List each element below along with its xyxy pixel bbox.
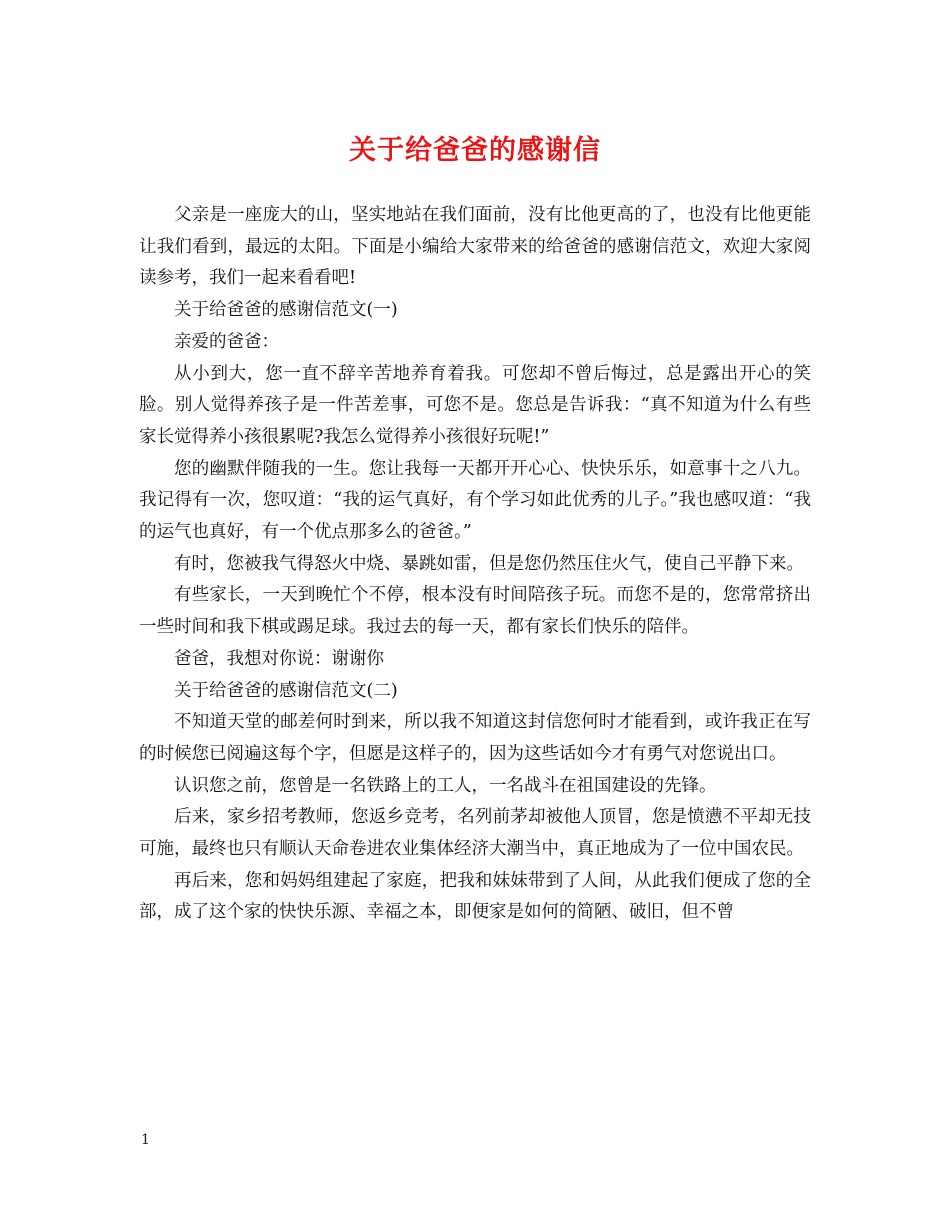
page-number: 1 <box>141 1132 150 1148</box>
letter-salutation: 亲爱的爸爸： <box>174 331 279 352</box>
section-heading-2: 关于给爸爸的感谢信范文(二) <box>174 680 398 701</box>
paragraph: 您的幽默伴随我的一生。您让我每一天都开开心心、快快乐乐，如意事十之八九。我记得有一次，您叹道：“我的运气真好，有个学习如此优秀的儿子。”我也感叹道：“我的运气也真好，有一个优点那多么的爸爸。” <box>139 458 811 543</box>
paragraph: 后来，家乡招考教师，您返乡竞考，名列前茅却被他人顶冒，您是愤懑不平却无技可施，最终也只有顺认天命卷进农业集体经济大潮当中，真正地成为了一位中国农民。 <box>139 807 811 860</box>
paragraph: 有些家长，一天到晚忙个不停，根本没有时间陪孩子玩。而您不是的，您常常挤出一些时间和我下棋或踢足球。我过去的每一天，都有家长们快乐的陪伴。 <box>139 585 811 638</box>
paragraph: 从小到大，您一直不辞辛苦地养育着我。可您却不曾后悔过，总是露出开心的笑脸。别人觉得养孩子是一件苦差事，可您不是。您总是告诉我：“真不知道为什么有些家长觉得养小孩很累呢?我怎么觉得养小孩很好玩呢!” <box>139 363 811 447</box>
section-heading-1: 关于给爸爸的感谢信范文(一) <box>174 300 398 321</box>
paragraph-intro: 父亲是一座庞大的山，坚实地站在我们面前，没有比他更高的了，也没有比他更能让我们看到，最远的太阳。下面是小编给大家带来的给爸爸的感谢信范文，欢迎大家阅读参考，我们一起来看看吧! <box>139 205 811 289</box>
document-title: 关于给爸爸的感谢信 <box>349 135 601 166</box>
paragraph: 认识您之前，您曾是一名铁路上的工人，一名战斗在祖国建设的先锋。 <box>174 775 717 796</box>
paragraph: 有时，您被我气得怒火中烧、暴跳如雷，但是您仍然压住火气，使自己平静下来。 <box>174 553 804 574</box>
paragraph: 再后来，您和妈妈组建起了家庭，把我和妹妹带到了人间，从此我们便成了您的全部，成了这个家的快快乐源、幸福之本，即便家是如何的简陋、破旧，但不曾 <box>139 870 811 923</box>
paragraph: 不知道天堂的邮差何时到来，所以我不知道这封信您何时才能看到，或许我正在写的时候您已阅遍这每个字，但愿是这样子的，因为这些话如今才有勇气对您说出口。 <box>139 712 811 764</box>
document-body <box>139 200 811 929</box>
paragraph: 爸爸，我想对你说：谢谢你 <box>174 648 384 669</box>
